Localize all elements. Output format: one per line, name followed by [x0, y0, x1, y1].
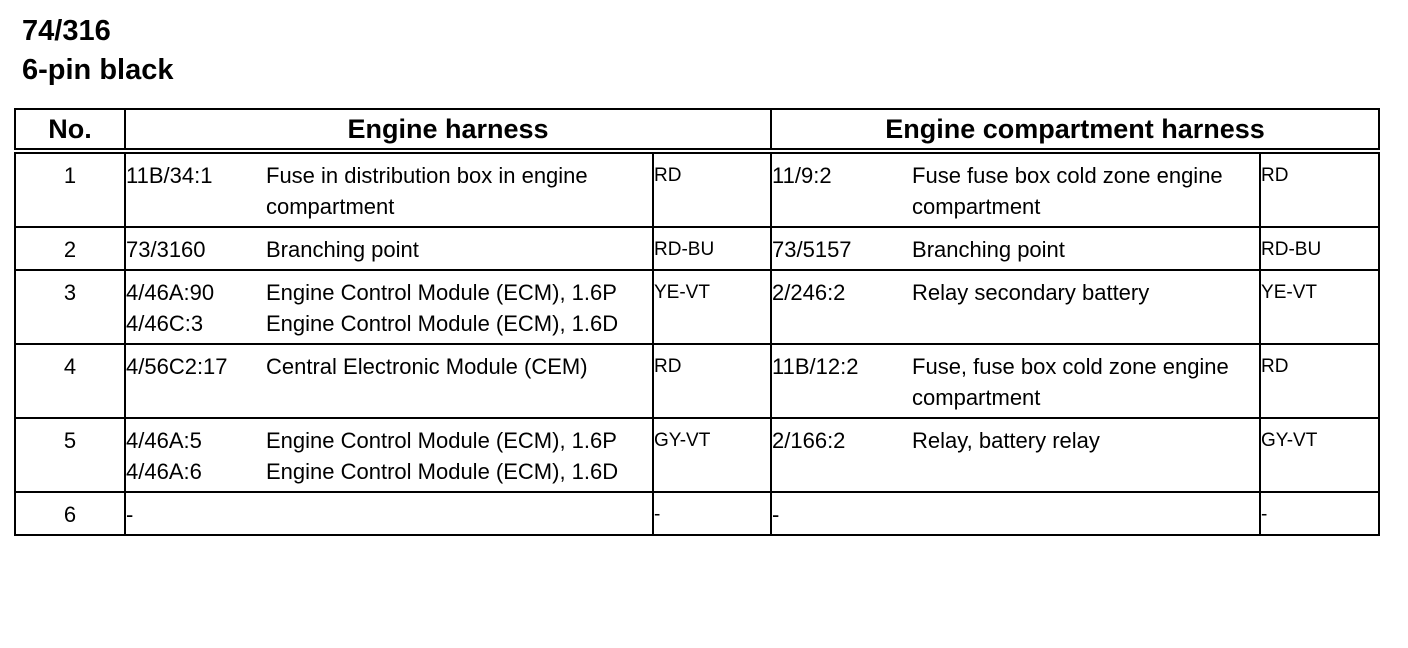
header-no: No. — [15, 109, 125, 151]
table-row — [15, 418, 1379, 492]
pin-number: 2 — [15, 227, 125, 270]
compartment-connection — [772, 499, 1259, 530]
compartment-connection-code: - — [772, 502, 780, 527]
engine-connection — [126, 425, 652, 456]
engine-connection-code: - — [126, 502, 134, 527]
compartment-connections — [771, 418, 1260, 492]
compartment-connection-description — [912, 499, 1259, 530]
header-engine-harness: Engine harness — [125, 109, 771, 151]
compartment-connection-code: 73/5157 — [772, 237, 852, 262]
compartment-connection — [772, 425, 1259, 456]
engine-connection-description: Fuse in distribution box in engine compartment — [266, 163, 588, 219]
engine-connection — [126, 308, 652, 339]
pin-number: 4 — [15, 344, 125, 418]
compartment-wire-color: YE-VT — [1260, 270, 1379, 344]
compartment-connection-code: 2/166:2 — [772, 428, 846, 453]
engine-connections — [125, 418, 653, 492]
compartment-connection — [772, 160, 1259, 222]
table-row — [15, 227, 1379, 270]
compartment-connection-description: Relay secondary battery — [912, 280, 1150, 305]
engine-connection-description — [266, 499, 652, 530]
table-header-row — [15, 109, 1379, 151]
connector-title — [22, 12, 174, 90]
engine-connections — [125, 151, 653, 227]
connector-id: 74/316 — [22, 15, 111, 47]
engine-connection-code: 4/46A:90 — [126, 280, 215, 305]
engine-connection — [126, 499, 652, 530]
pin-number: 1 — [15, 151, 125, 227]
compartment-connection-code: 2/246:2 — [772, 280, 846, 305]
engine-connection-code: 4/46C:3 — [126, 311, 204, 336]
pin-number: 6 — [15, 492, 125, 535]
pin-table — [14, 108, 1380, 536]
compartment-connection-description: Fuse fuse box cold zone engine compartment — [912, 163, 1223, 219]
compartment-connection-description: Relay, battery relay — [912, 428, 1100, 453]
engine-connection — [126, 456, 652, 487]
engine-wire-color: - — [653, 492, 771, 535]
compartment-wire-color: GY-VT — [1260, 418, 1379, 492]
compartment-connection — [772, 351, 1259, 413]
compartment-wire-color: RD — [1260, 344, 1379, 418]
engine-connection — [126, 277, 652, 308]
compartment-wire-color: RD — [1260, 151, 1379, 227]
compartment-connection-code: 11/9:2 — [772, 163, 832, 188]
engine-connections — [125, 227, 653, 270]
table-row — [15, 270, 1379, 344]
engine-connection-code: 73/3160 — [126, 237, 206, 262]
compartment-connections — [771, 227, 1260, 270]
engine-connection — [126, 351, 652, 382]
compartment-connections — [771, 151, 1260, 227]
engine-wire-color: YE-VT — [653, 270, 771, 344]
table-row — [15, 151, 1379, 227]
engine-wire-color: RD — [653, 151, 771, 227]
engine-wire-color: GY-VT — [653, 418, 771, 492]
engine-connections — [125, 492, 653, 535]
engine-connection-code: 11B/34:1 — [126, 163, 213, 188]
compartment-connections — [771, 344, 1260, 418]
engine-connection-code: 4/46A:6 — [126, 459, 202, 484]
engine-connection-description: Engine Control Module (ECM), 1.6P — [266, 280, 617, 305]
header-compartment-harness: Engine compartment harness — [771, 109, 1379, 151]
pin-number: 3 — [15, 270, 125, 344]
engine-wire-color: RD-BU — [653, 227, 771, 270]
compartment-wire-color: - — [1260, 492, 1379, 535]
engine-connection-description: Engine Control Module (ECM), 1.6D — [266, 311, 619, 336]
engine-connection — [126, 234, 652, 265]
compartment-wire-color: RD-BU — [1260, 227, 1379, 270]
engine-connections — [125, 270, 653, 344]
compartment-connection — [772, 277, 1259, 308]
engine-connection — [126, 160, 652, 222]
engine-wire-color: RD — [653, 344, 771, 418]
compartment-connection-description: Fuse, fuse box cold zone engine compartment — [912, 354, 1229, 410]
compartment-connections — [771, 270, 1260, 344]
table-row — [15, 492, 1379, 535]
compartment-connection-code: 11B/12:2 — [772, 354, 859, 379]
engine-connection-description: Central Electronic Module (CEM) — [266, 354, 588, 379]
engine-connection-description: Branching point — [266, 237, 419, 262]
compartment-connection — [772, 234, 1259, 265]
compartment-connection-description: Branching point — [912, 237, 1065, 262]
engine-connection-description: Engine Control Module (ECM), 1.6D — [266, 459, 619, 484]
connector-description: 6-pin black — [22, 54, 174, 86]
engine-connections — [125, 344, 653, 418]
engine-connection-code: 4/56C2:17 — [126, 354, 228, 379]
compartment-connections — [771, 492, 1260, 535]
engine-connection-description: Engine Control Module (ECM), 1.6P — [266, 428, 617, 453]
pin-number: 5 — [15, 418, 125, 492]
table-row — [15, 344, 1379, 418]
engine-connection-code: 4/46A:5 — [126, 428, 202, 453]
